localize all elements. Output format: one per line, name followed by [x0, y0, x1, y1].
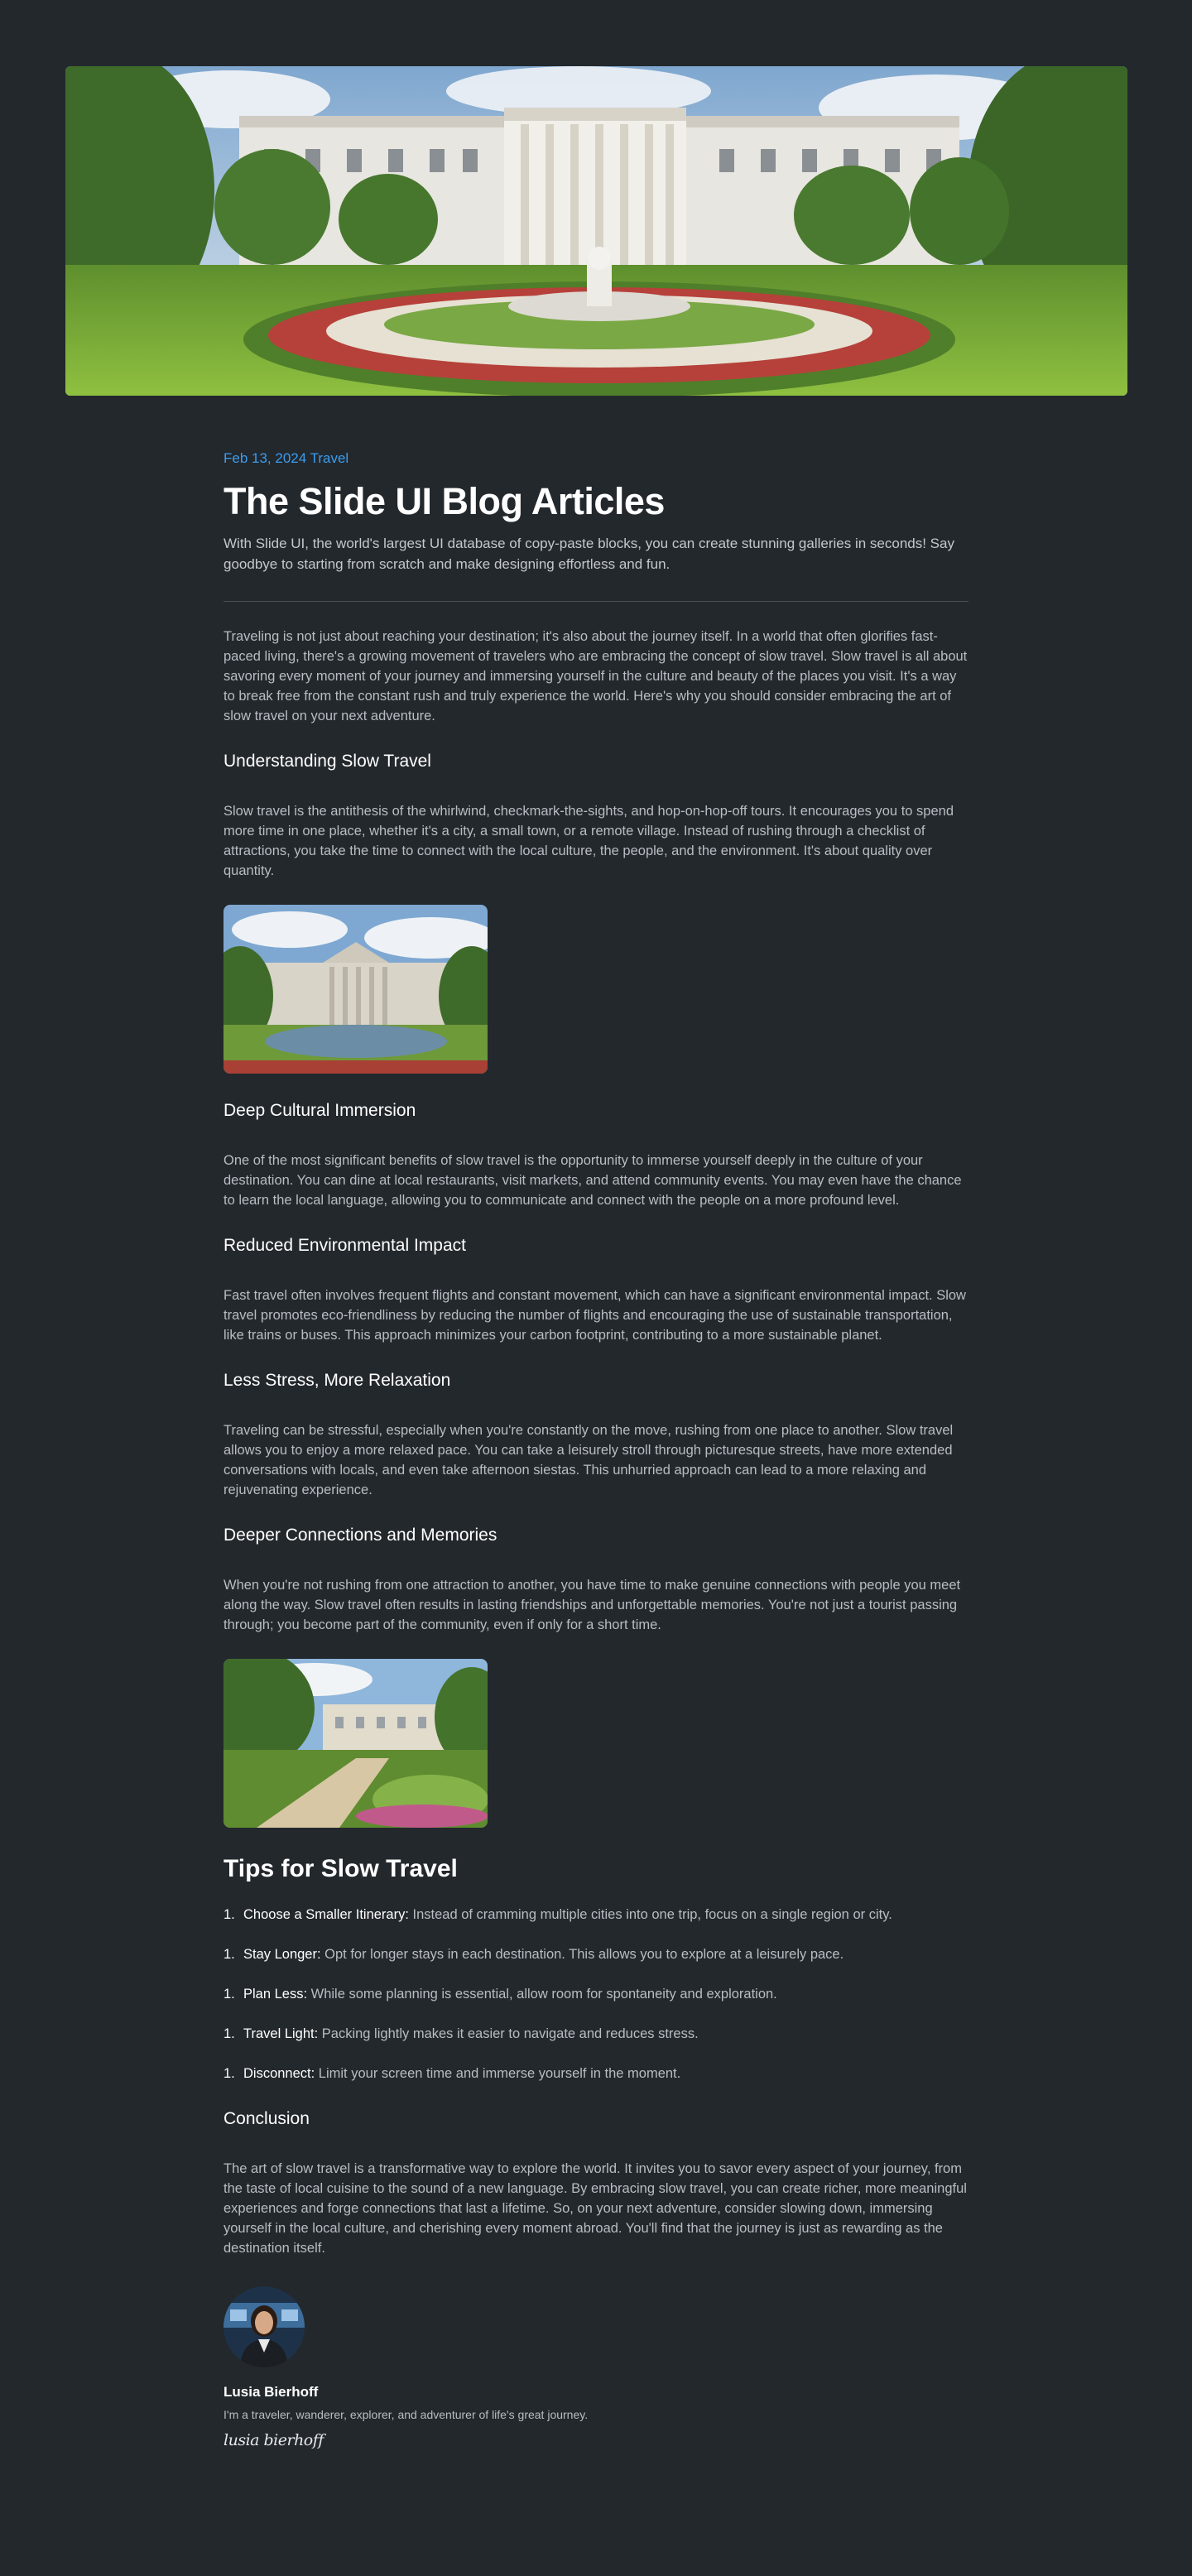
avatar-illustration — [223, 2286, 305, 2367]
list-item-text: Limit your screen time and immerse yourself in the moment. — [315, 2066, 681, 2081]
section-heading: Less Stress, More Relaxation — [223, 1371, 451, 1390]
list-item-number: 1. — [223, 1907, 235, 1922]
intro-paragraph: Traveling is not just about reaching your destination; it's also about the journey itself. In a world that often glorifies fast-paced living, there's a growing movement of travelers who are embracing the concept of slow travel. Slow travel is all about savoring every moment of your journey and immersing yourself in the culture and beauty of the places you visit. It's a way to break free from the constant rush and truly experience the world. Here's why you should consider embracing the art of slow travel on your next adventure. — [223, 629, 968, 723]
list-item-text: Packing lightly makes it easier to navigate and reduces stress. — [318, 2026, 699, 2041]
list-item-number: 1. — [223, 2026, 235, 2041]
section-paragraph: When you're not rushing from one attraction to another, you have time to make genuine connections with people you meet along the way. Slow travel often results in lasting friendships and unforgettable memories. You're not just a tourist passing through; you become part of the community, even if only for a short time. — [223, 1578, 961, 1632]
conclusion-paragraph: The art of slow travel is a transformative way to explore the world. It invites you to savor every aspect of your journey, from the taste of local cuisine to the sound of a new language. By embracing slow travel, you can create richer, more meaningful experiences and forge connections that last a lifetime. So, on your next adventure, consider slowing down, immersing yourself in the local culture, and cherishing every moment abroad. You'll find that the journey is just as rewarding as the destination itself. — [223, 2161, 967, 2256]
page-title: The Slide UI Blog Articles — [223, 480, 665, 522]
list-item-label: Plan Less: — [243, 1987, 308, 2002]
tips-heading: Tips for Slow Travel — [223, 1855, 458, 1882]
section-heading: Deep Cultural Immersion — [223, 1101, 416, 1120]
section-paragraph: Slow travel is the antithesis of the whirlwind, checkmark-the-sights, and hop-on-hop-off tours. It encourages you to spend more time in one place, whether it's a city, a small town, or a remote village. Instead of rushing through a checklist of attractions, you take the time to connect with the local culture, the people, and the environment. It's about quality over quantity. — [223, 804, 954, 878]
author-name: Lusia Bierhoff — [223, 2384, 319, 2400]
list-item — [223, 1984, 968, 2004]
article-subtitle: With Slide UI, the world's largest UI database of copy-paste blocks, you can create stunning galleries in seconds! Say goodbye to starting from scratch and make designing effortless and fun. — [223, 536, 954, 572]
article-meta[interactable]: Feb 13, 2024 Travel — [223, 450, 349, 466]
list-item — [223, 1905, 968, 1925]
section-paragraph: One of the most significant benefits of slow travel is the opportunity to immerse yourself deeply in the culture of your destination. You can dine at local restaurants, visit markets, and attend community events. You may even have the chance to learn the local language, allowing you to communicate and connect with the people on a more profound level. — [223, 1153, 962, 1208]
list-item — [223, 1944, 968, 1964]
list-item-number: 1. — [223, 2066, 235, 2081]
tips-list — [223, 1905, 968, 2083]
list-item-text: Instead of cramming multiple cities into one trip, focus on a single region or city. — [408, 1907, 892, 1922]
list-item-label: Travel Light: — [243, 2026, 319, 2041]
conclusion-heading: Conclusion — [223, 2109, 310, 2128]
avatar[interactable] — [223, 2286, 305, 2367]
list-item-number: 1. — [223, 1987, 235, 2002]
divider — [223, 601, 968, 602]
article — [223, 449, 968, 2451]
list-item — [223, 2024, 968, 2044]
mansion-illustration — [223, 905, 488, 1074]
list-item-text: Opt for longer stays in each destination. This allows you to explore at a leisurely pace. — [320, 1947, 844, 1962]
article-image-mansion — [223, 905, 488, 1074]
hero-illustration — [65, 66, 1127, 396]
section-heading: Understanding Slow Travel — [223, 752, 431, 771]
hero-image — [65, 66, 1127, 396]
list-item-text: While some planning is essential, allow room for spontaneity and exploration. — [307, 1987, 777, 2002]
author-signature: lusia bierhoff — [223, 2431, 324, 2449]
list-item-label: Disconnect: — [243, 2066, 315, 2081]
list-item — [223, 2064, 968, 2083]
author-bio: I'm a traveler, wanderer, explorer, and adventurer of life's great journey. — [223, 2408, 589, 2421]
garden-illustration — [223, 1659, 488, 1828]
section-heading: Reduced Environmental Impact — [223, 1236, 466, 1255]
list-item-label: Stay Longer: — [243, 1947, 321, 1962]
list-item-label: Choose a Smaller Itinerary: — [243, 1907, 409, 1922]
section-heading: Deeper Connections and Memories — [223, 1526, 497, 1545]
list-item-number: 1. — [223, 1947, 235, 1962]
article-image-garden — [223, 1659, 488, 1828]
section-paragraph: Traveling can be stressful, especially when you're constantly on the move, rushing from one place to another. Slow travel allows you to enjoy a more relaxed pace. You can take a leisurely stroll through picturesque streets, have more extended conversations with locals, and even take afternoon siestas. This unhurried approach can lead to a more relaxing and rejuvenating experience. — [223, 1423, 954, 1497]
section-paragraph: Fast travel often involves frequent flights and constant movement, which can have a significant environmental impact. Slow travel promotes eco-friendliness by reducing the number of flights and encouraging the use of sustainable transportation, like trains or buses. This approach minimizes your carbon footprint, contributing to a more sustainable planet. — [223, 1288, 966, 1343]
author-card — [223, 2286, 968, 2451]
